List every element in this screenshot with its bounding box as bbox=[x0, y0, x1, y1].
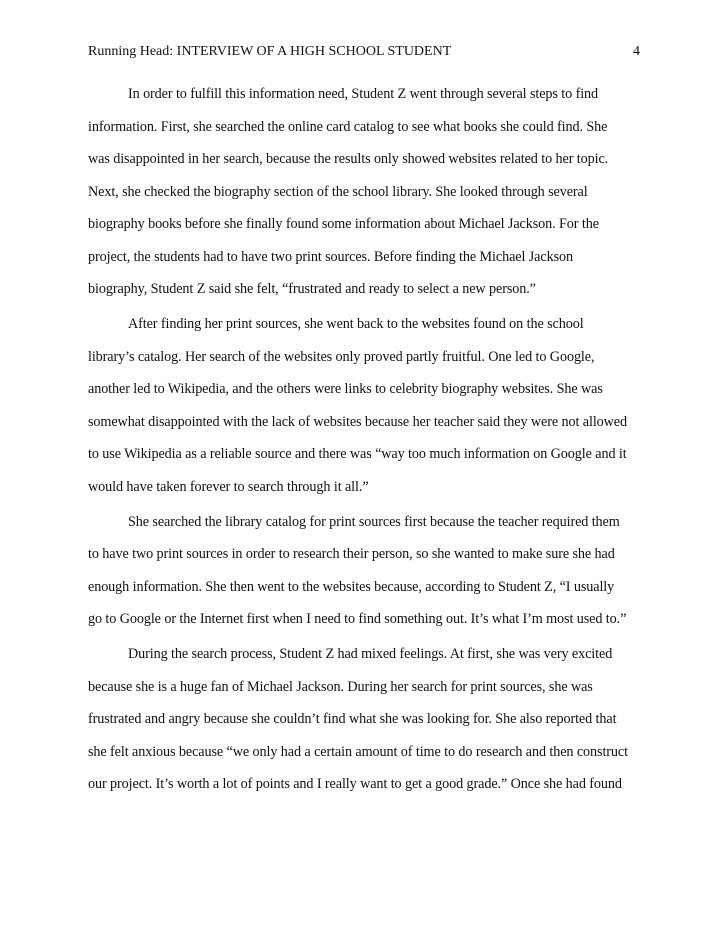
text-line: go to Google or the Internet first when I need to find something out. It’s what I’m most used to.” bbox=[88, 611, 627, 627]
text-line: to use Wikipedia as a reliable source and there was “way too much information on Google and it bbox=[88, 446, 627, 462]
text-line: project, the students had to have two print sources. Before finding the Michael Jackson bbox=[88, 248, 573, 265]
text-line: she felt anxious because “we only had a certain amount of time to do research and then construct bbox=[88, 743, 628, 760]
text-line: somewhat disappointed with the lack of websites because her teacher said they were not allowed bbox=[88, 413, 627, 430]
text-line: Next, she checked the biography section of the school library. She looked through several bbox=[88, 183, 588, 200]
text-line: was disappointed in her search, because the results only showed websites related to her topic. bbox=[88, 151, 609, 167]
paragraph bbox=[88, 512, 641, 645]
text-line: In order to fulfill this information need, Student Z went through several steps to find bbox=[128, 86, 599, 102]
text-line: would have taken forever to search through it all.” bbox=[88, 478, 369, 495]
text-line: information. First, she searched the online card catalog to see what books she could find. She bbox=[88, 118, 608, 135]
text-line: biography, Student Z said she felt, “frustrated and ready to select a new person.” bbox=[88, 281, 536, 297]
text-line: library’s catalog. Her search of the websites only proved partly fruitful. One led to Google, bbox=[88, 348, 595, 365]
text-line: our project. It’s worth a lot of points and I really want to get a good grade.” Once she had found bbox=[88, 776, 622, 792]
text-line: During the search process, Student Z had mixed feelings. At first, she was very excited bbox=[128, 646, 613, 662]
paragraph bbox=[88, 644, 641, 807]
page-number: 4 bbox=[633, 44, 640, 59]
text-line: She searched the library catalog for print sources first because the teacher required them bbox=[128, 513, 620, 530]
paragraph bbox=[88, 84, 641, 314]
paragraph bbox=[88, 314, 641, 512]
text-line: because she is a huge fan of Michael Jackson. During her search for print sources, she was bbox=[88, 678, 593, 695]
text-line: enough information. She then went to the websites because, according to Student Z, “I usually bbox=[88, 578, 615, 595]
text-line: another led to Wikipedia, and the others were links to celebrity biography websites. She was bbox=[88, 381, 603, 397]
running-head: Running Head: INTERVIEW OF A HIGH SCHOOL STUDENT bbox=[88, 44, 452, 59]
text-line: to have two print sources in order to research their person, so she wanted to make sure she had bbox=[88, 546, 615, 562]
text-line: After finding her print sources, she went back to the websites found on the school bbox=[128, 316, 584, 332]
body-text bbox=[88, 84, 641, 807]
text-line: biography books before she finally found some information about Michael Jackson. For the bbox=[88, 216, 599, 232]
text-line: frustrated and angry because she couldn’t find what she was looking for. She also reported that bbox=[88, 711, 617, 727]
page-header bbox=[88, 42, 640, 62]
